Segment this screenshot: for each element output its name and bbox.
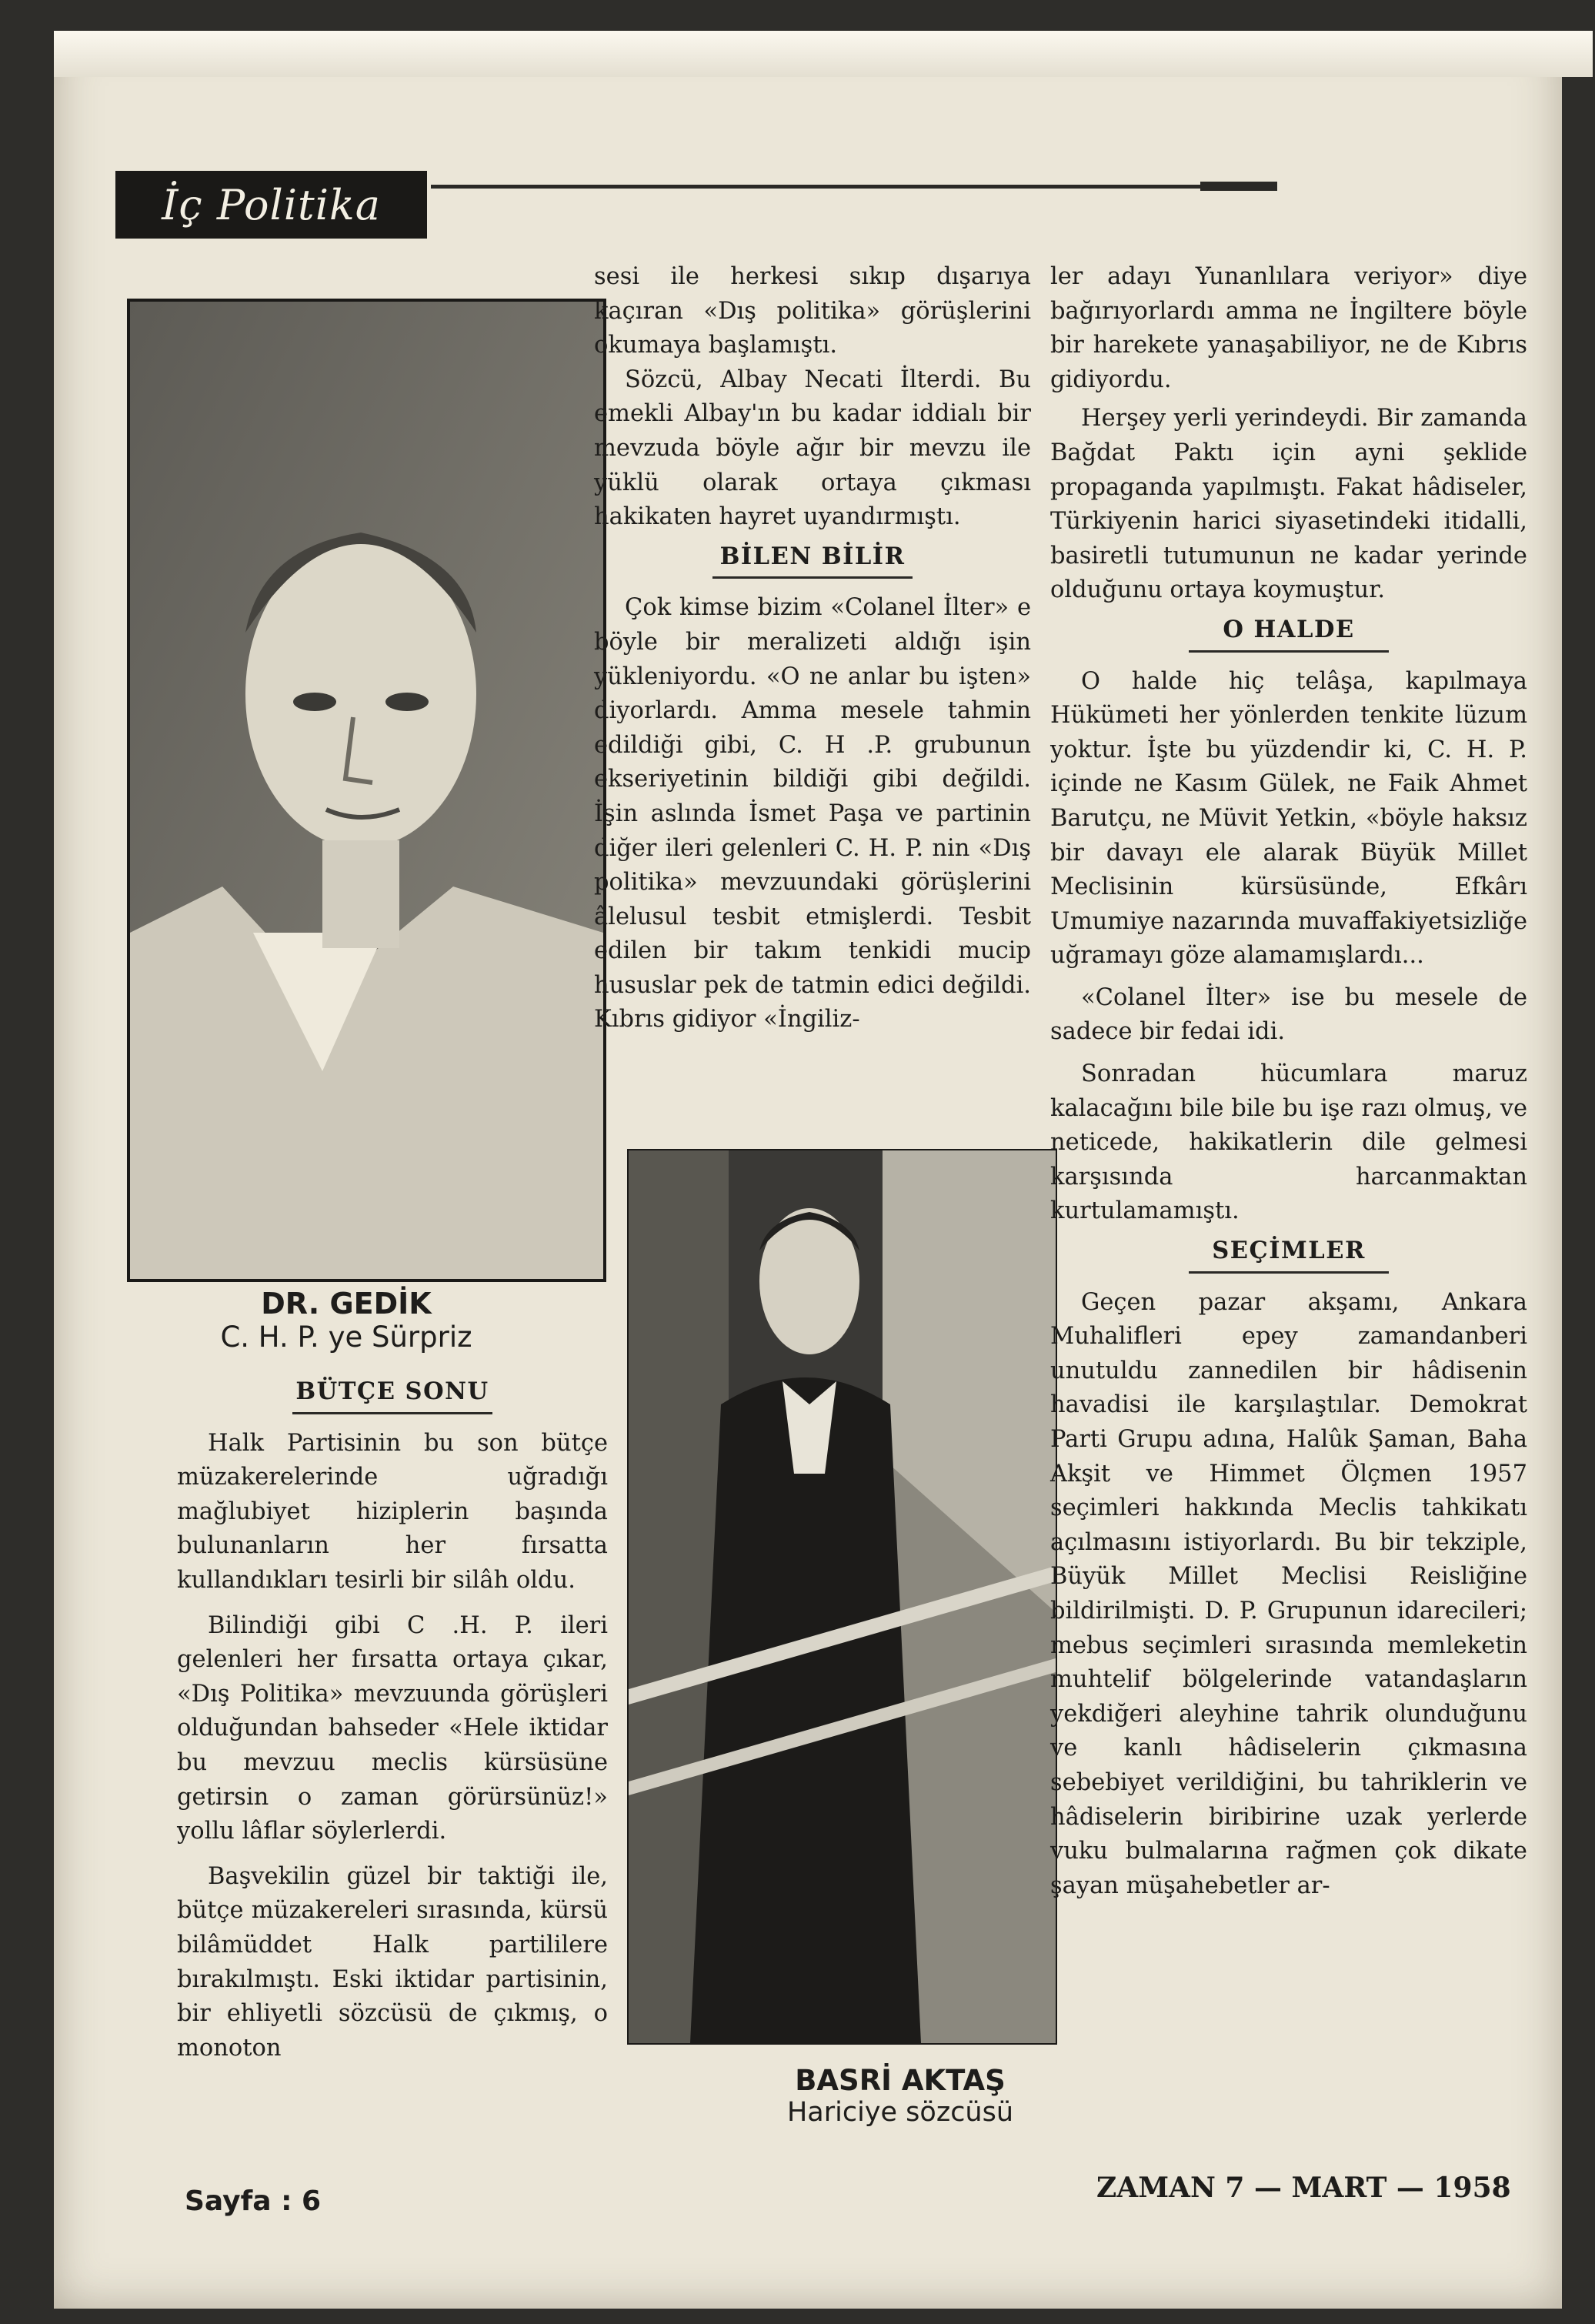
col3-paragraph: Geçen pazar akşamı, Ankara Muhalifleri epey zamandanberi unutuldu zannedilen bir hâdisenin havadisi ile karşılaştılar. Demokrat Parti Grupu adına, Halûk Şaman, Baha Akşit ve Himmet Ölçmen 1957 seçimleri hakkında Meclis tahkikatı açılmasını istiyorlardı. Bu bir tekziple, Büyük Millet Meclisi Reisliğine bildirilmişti. D. P. Grupunun idarecileri; mebus seçimleri sırasında memleketin muhtelif bölgelerinde vatandaşların yekdiğeri aleyhine tahrik olunduğunu ve kanlı hâdiselerin çıkmasına sebebiyet verildiğini, bu tahriklerin ve hâdiselerin biribirine uzak yerlerde vuku bulmalarına rağmen çok dikate şayan müşahebetler ar- xyxy=(1050,1288,1527,1899)
col3-paragraph: «Colanel İlter» ise bu mesele de sadece bir fedai idi. xyxy=(1050,983,1527,1046)
heading-butce-sonu: BÜTÇE SONU xyxy=(295,1377,489,1405)
section-title: İç Politika xyxy=(115,171,427,239)
page-fold xyxy=(54,31,1593,77)
aktas-photo xyxy=(627,1149,1057,2045)
column-3 xyxy=(1050,260,1527,1903)
gedik-caption xyxy=(181,1287,512,1354)
col1-paragraph: Başvekilin güzel bir taktiği ile, bütçe müzakereleri sırasında, kürsü bilâmüddet Halk partililere bırakılmıştı. Eski iktidar partisinin, bir ehliyetli sözcüsü de çıkmış, o monoton xyxy=(177,1862,608,2062)
col3-paragraph: Sonradan hücumlara maruz kalacağını bile bile bu işe razı olmuş, ve neticede, hakikatlerin dile gelmesi karşısında harcanmaktan kurtulamamıştı. xyxy=(1050,1060,1527,1225)
heading-o-halde: O HALDE xyxy=(1223,615,1355,643)
column-1 xyxy=(177,1370,608,2065)
heading-secimler: SEÇİMLER xyxy=(1212,1237,1366,1265)
col3-paragraph: Herşey yerli yerindeydi. Bir zamanda Bağdat Paktı için ayni şeklide propaganda yapılmıştı. Fakat hâdiseler, Türkiyenin harici siyasetindeki itidalli, basiretli tutumunun ne kadar yerinde olduğunu ortaya koymuştur. xyxy=(1050,405,1527,604)
aktas-caption-role: Hariciye sözcüsü xyxy=(786,2097,1014,2128)
aktas-caption-name: BASRİ AKTAŞ xyxy=(795,2064,1006,2097)
gedik-portrait-photo xyxy=(127,299,606,1282)
header-rule xyxy=(431,185,1277,189)
col2-paragraph: Sözcü, Albay Necati İlterdi. Bu emekli Albay'ın bu kadar iddialı bir mevzuda böyle ağır bir mevzu ile yüklü olarak ortaya çıkması hakikaten hayret uyandırmıştı. xyxy=(594,366,1031,531)
col1-paragraph: Bilindiği gibi C .H. P. ileri gelenleri her fırsatta ortaya çıkar, «Dış Politika» mevzuunda görüşleri olduğundan bahseder «Hele iktidar bu mevzuu meclis kürsüsüne getirsin o zaman görürsünüz!» yollu lâflar söylerlerdi. xyxy=(177,1611,608,1845)
issue-date: ZAMAN 7 — MART — 1958 xyxy=(1096,2172,1511,2204)
page-number: Sayfa : 6 xyxy=(185,2185,322,2217)
gedik-caption-name: DR. GEDİK xyxy=(261,1287,432,1321)
heading-rule xyxy=(712,576,913,579)
col3-paragraph: O halde hiç telâşa, kapılmaya Hükümeti her yönlerden tenkite lüzum yoktur. İşte bu yüzdendir ki, C. H. P. içinde ne Kasım Gülek, ne Faik Ahmet Barutçu, ne Müvit Yetkin, «böyle haksız bir davayı ele alarak Büyük Millet Meclisinin kürsüsünde, Efkârı Umumiye nazarında muvaffakiyetsizliğe uğramayı göze alamamışlardı... xyxy=(1050,667,1527,970)
heading-bilen-bilir: BİLEN BİLİR xyxy=(719,542,906,570)
col2-paragraph: Çok kimse bizim «Colanel İlter» e böyle bir meralizeti aldığı işin yükleniyordu. «O ne anlar bu işten» diyorlardı. Amma mesele tahmin edildiği gibi, C. H .P. grubunun ekseriyetinin bildiği gibi değildi. İşin aslında İsmet Paşa ve partinin diğer ileri gelenleri C. H. P. nin «Dış politika» mevzuundaki görüşlerini âlelusul tesbit etmişlerdi. Tesbit edilen bir takım tenkidi mucip hususlar pek de tatmin edici değildi. Kıbrıs gidiyor «İngiliz- xyxy=(594,594,1031,1033)
heading-rule xyxy=(292,1412,492,1414)
heading-rule xyxy=(1189,650,1389,653)
col1-paragraph: Halk Partisinin bu son bütçe müzakerelerinde uğradığı mağlubiyet hiziplerin başında bulunanların her fırsatta kullandıkları tesirli bir silâh oldu. xyxy=(177,1429,608,1594)
header-rule-end xyxy=(1200,182,1277,191)
col3-paragraph: ler adayı Yunanlılara veriyor» diye bağırıyorlardı amma ne İngiltere böyle bir harekete yanaşabiliyor, ne de Kıbrıs gidiyordu. xyxy=(1050,263,1527,393)
column-2 xyxy=(594,260,1031,1037)
heading-rule xyxy=(1189,1271,1389,1274)
gedik-caption-subtitle: C. H. P. ye Sürpriz xyxy=(220,1321,472,1354)
aktas-caption xyxy=(719,2064,1081,2128)
col2-paragraph: sesi ile herkesi sıkıp dışarıya kaçıran «Dış politika» görüşlerini okumaya başlamıştı. xyxy=(594,263,1031,359)
